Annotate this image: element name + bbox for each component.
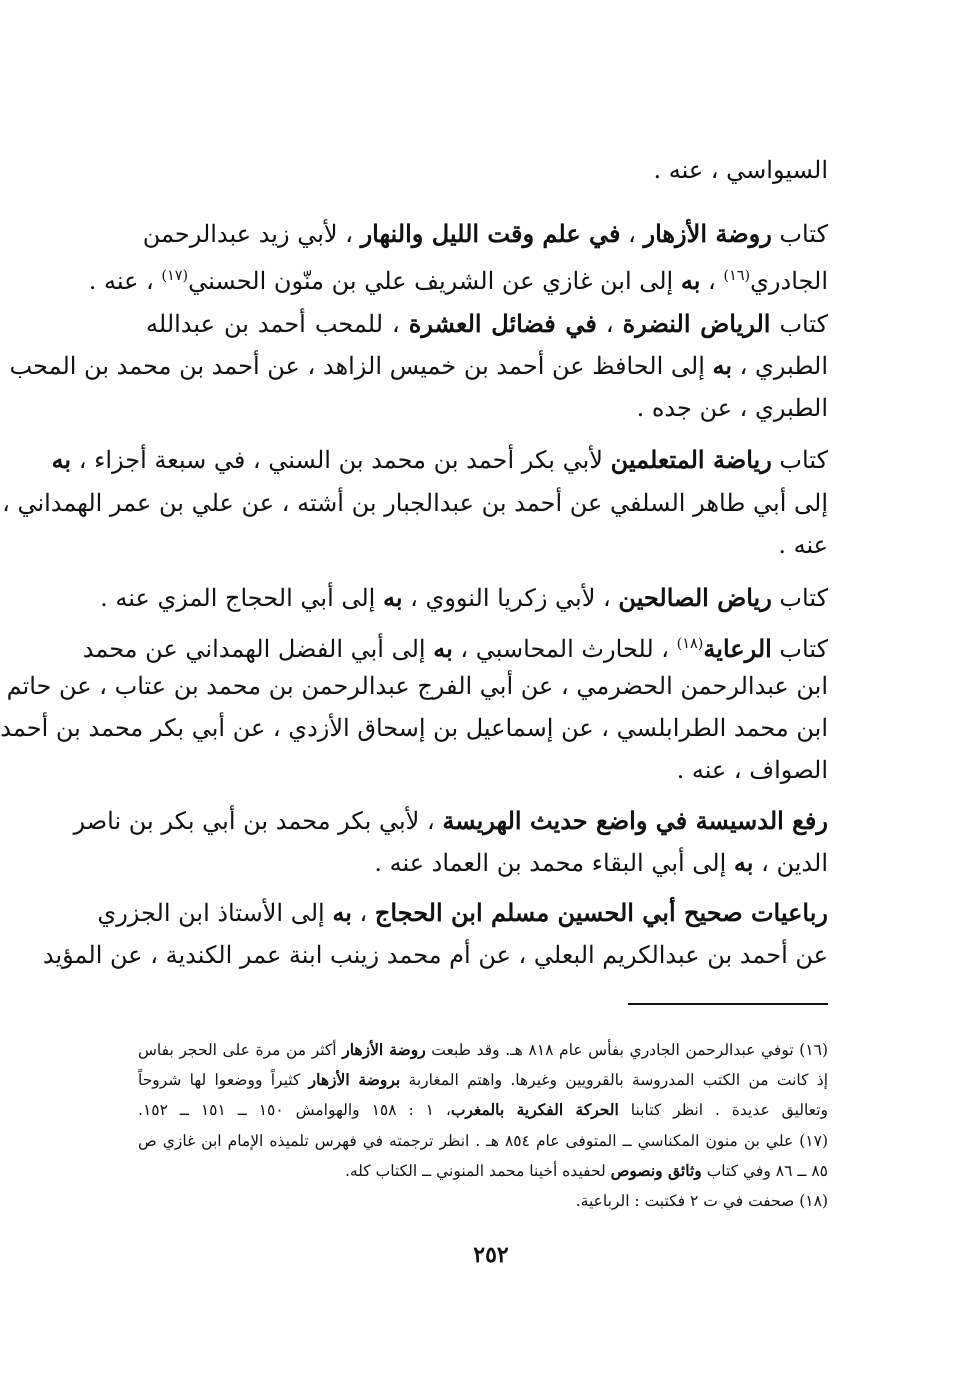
bold-text: به bbox=[382, 583, 403, 612]
text-segment: الصواف ، عنه . bbox=[676, 756, 828, 784]
text-segment: الجادري bbox=[750, 267, 828, 295]
bold-text: في فضائل العشرة bbox=[408, 309, 597, 338]
text-segment: ، ١ : ١٥٨ والهوامش ١٥٠ ــ ١٥١ ــ ١٥٢. bbox=[138, 1101, 451, 1119]
body-line bbox=[2, 483, 828, 525]
bold-text: بروضة الأزهار bbox=[308, 1070, 401, 1089]
bold-text: رياض الصالحين bbox=[618, 583, 772, 612]
body-line bbox=[146, 150, 828, 192]
body-line bbox=[146, 843, 828, 885]
text-segment: إلى أبي الفضل الهمداني عن محمد bbox=[82, 635, 434, 663]
text-segment: ، لأبي بكر محمد بن أبي بكر بن ناصر bbox=[73, 807, 443, 835]
body-line bbox=[146, 750, 828, 792]
body-line bbox=[42, 935, 828, 977]
body-line bbox=[9, 346, 828, 388]
text-segment: ابن محمد الطرابلسي ، عن إسماعيل بن إسحاق الأزدي ، عن أبي بكر محمد بن أحمد bbox=[0, 714, 828, 742]
footnote-marker: (١٦) bbox=[723, 268, 751, 284]
footnote-marker: (١٧) bbox=[161, 268, 189, 284]
text-segment: كتاب bbox=[771, 584, 828, 612]
text-segment: عنه . bbox=[778, 531, 828, 559]
body-line bbox=[97, 893, 828, 935]
text-segment: الطبري ، عن جده . bbox=[636, 394, 828, 422]
bold-text: به bbox=[712, 351, 733, 380]
footnote-line bbox=[138, 1066, 828, 1096]
footnote-line bbox=[138, 1127, 828, 1157]
bold-text: رفع الدسيسة في واضع حديث الهريسة bbox=[442, 806, 828, 835]
text-segment: ، bbox=[351, 899, 375, 927]
footnote-separator bbox=[628, 1003, 828, 1005]
text-segment: أكثر من مرة على الحجر بفاس bbox=[138, 1041, 343, 1059]
text-segment: ، لأبي زيد عبدالرحمن bbox=[142, 220, 361, 248]
bold-text: الرعاية bbox=[703, 634, 772, 663]
body-line bbox=[73, 801, 828, 843]
text-segment: ، bbox=[596, 310, 623, 338]
body-line bbox=[142, 214, 828, 256]
text-segment: لأبي بكر أحمد بن محمد بن السني ، في سبعة أجزاء ، bbox=[71, 446, 611, 474]
text-segment: كثيراً ووضعوا لها شروحاً bbox=[138, 1071, 309, 1089]
text-segment: الدين ، bbox=[753, 849, 828, 877]
footnote-line bbox=[138, 1096, 828, 1126]
text-segment: كتاب bbox=[771, 635, 828, 663]
text-segment: إلى أبي البقاء محمد بن العماد عنه . bbox=[374, 849, 734, 877]
text-segment: ، عنه . bbox=[88, 267, 162, 295]
body-line bbox=[51, 440, 828, 482]
page-number: ٢٥٢ bbox=[473, 1242, 509, 1268]
text-segment: إلى أبي الحجاج المزي عنه . bbox=[100, 584, 383, 612]
text-segment: الطبري ، bbox=[732, 352, 828, 380]
footnote-marker: (١٨) bbox=[676, 636, 704, 652]
bold-text: في علم وقت الليل والنهار bbox=[360, 219, 621, 248]
text-segment: إلى الأستاذ ابن الجزري bbox=[97, 899, 333, 927]
text-segment: إلى ابن غازي عن الشريف علي بن منّون الحسني bbox=[188, 267, 681, 295]
body-line bbox=[100, 578, 828, 620]
text-segment: ، لأبي زكريا النووي ، bbox=[402, 584, 619, 612]
text-segment: كتاب bbox=[771, 446, 828, 474]
body-line bbox=[146, 525, 828, 567]
body-line bbox=[146, 388, 828, 430]
text-segment: ٨٥ ــ ٨٦ وفي كتاب bbox=[701, 1162, 828, 1180]
body-line bbox=[82, 624, 828, 666]
text-segment: لحفيده أخينا محمد المنوني ــ الكتاب كله. bbox=[344, 1162, 611, 1180]
footnote-line bbox=[138, 1157, 828, 1187]
body-line bbox=[88, 256, 828, 298]
bold-text: به bbox=[51, 445, 72, 474]
text-segment: إلى الحافظ عن أحمد بن خميس الزاهد ، عن أحمد بن محمد بن المحب bbox=[9, 352, 713, 380]
bold-text: وثائق ونصوص bbox=[610, 1161, 702, 1180]
text-segment: ، bbox=[700, 267, 724, 295]
body-line bbox=[6, 666, 828, 708]
bold-text: به bbox=[680, 266, 701, 295]
text-segment: كتاب bbox=[771, 220, 828, 248]
bold-text: رباعيات صحيح أبي الحسين مسلم ابن الحجاج bbox=[374, 898, 828, 927]
text-segment: (١٦) توفي عبدالرحمن الجادري بفأس عام ٨١٨ هـ. وقد طبعت bbox=[425, 1041, 828, 1059]
text-segment: (١٧) علي بن منون المكناسي ــ المتوفى عام ٨٥٤ هـ . انظر ترجمته في فهرس تلميذه الإمام ابن غازي ص bbox=[138, 1132, 828, 1150]
text-segment: إلى أبي طاهر السلفي عن أحمد بن عبدالجبار بن أشته ، عن علي بن عمر الهمداني ، bbox=[2, 489, 828, 517]
text-segment: السيواسي ، عنه . bbox=[653, 156, 828, 184]
body-line bbox=[146, 304, 828, 346]
bold-text: به bbox=[733, 848, 754, 877]
bold-text: الرياض النضرة bbox=[622, 309, 771, 338]
text-segment: ، للمحب أحمد بن عبدالله bbox=[146, 310, 409, 338]
text-segment: ابن عبدالرحمن الحضرمي ، عن أبي الفرج عبدالرحمن بن محمد بن عتاب ، عن حاتم bbox=[6, 672, 828, 700]
text-segment: إذ كانت من الكتب المدروسة بالقرويين وغيرها. واهتم المغاربة bbox=[400, 1071, 829, 1089]
text-segment: ، للحارث المحاسبي ، bbox=[452, 635, 677, 663]
bold-text: رياضة المتعلمين bbox=[610, 445, 772, 474]
bold-text: الحركة الفكرية بالمغرب bbox=[450, 1100, 619, 1119]
footnote-line bbox=[138, 1036, 828, 1066]
body-line bbox=[0, 708, 828, 750]
bold-text: به bbox=[332, 898, 352, 927]
bold-text: روضة الأزهار bbox=[643, 219, 772, 248]
text-segment: ، bbox=[620, 220, 644, 248]
footnote-line bbox=[138, 1187, 828, 1217]
text-segment: (١٨) صحفت في ت ٢ فكتبت : الرباعية. bbox=[575, 1192, 828, 1210]
bold-text: به bbox=[433, 634, 453, 663]
text-segment: عن أحمد بن عبدالكريم البعلي ، عن أم محمد زينب ابنة عمر الكندية ، عن المؤيد bbox=[42, 941, 828, 969]
text-segment: كتاب bbox=[770, 310, 829, 338]
bold-text: روضة الأزهار bbox=[342, 1040, 426, 1059]
text-segment: وتعاليق عديدة . انظر كتابنا bbox=[618, 1101, 828, 1119]
